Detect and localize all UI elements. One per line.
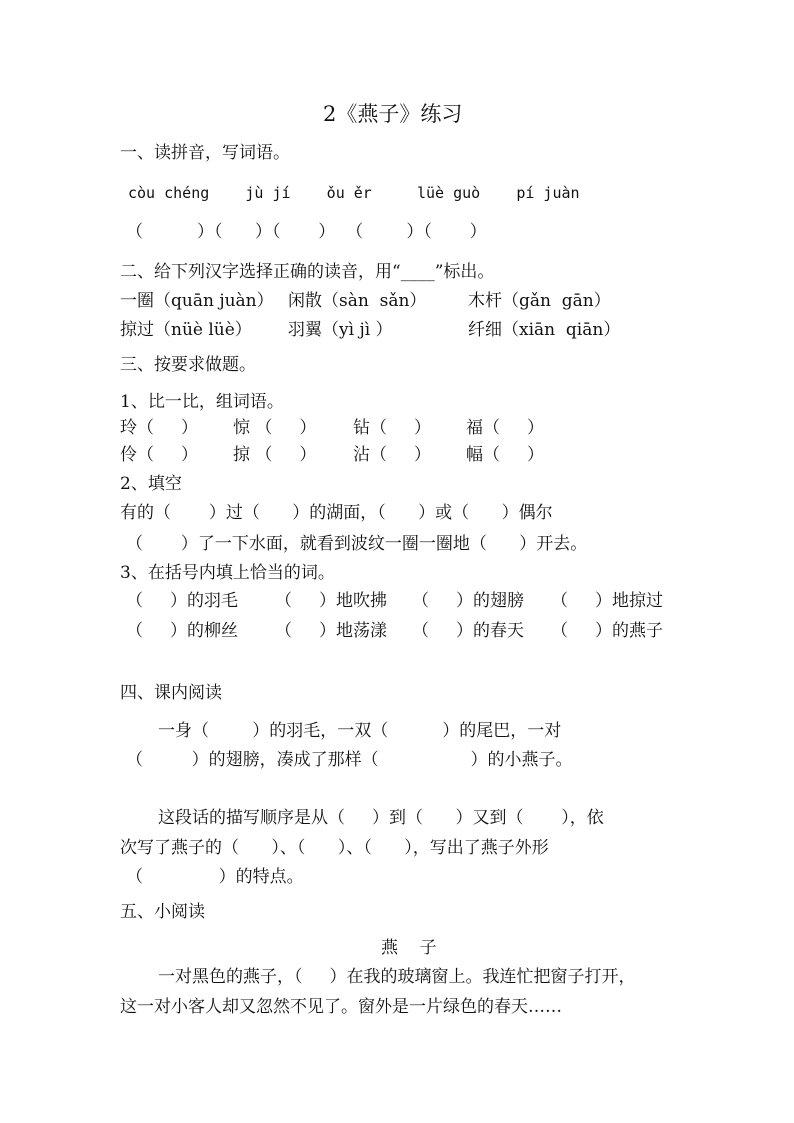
fill-line: （ ）了一下水面，就看到波纹一圈一圈地（ ）开去。 bbox=[126, 534, 588, 554]
phrase-blank: （ ）的柳丝 bbox=[126, 621, 239, 641]
section-3-heading: 三、按要求做题。 bbox=[120, 355, 256, 375]
section-5-heading: 五、小阅读 bbox=[120, 902, 205, 922]
pronunciation-item: 掠过（nüè lüè） bbox=[120, 320, 252, 340]
passage-line: 一对黑色的燕子，（ ）在我的玻璃窗上。我连忙把窗子打开， bbox=[158, 967, 636, 987]
pinyin-line: còu chéng jù jí ǒu ěr lüè guò pí juàn bbox=[128, 184, 580, 202]
reading-line: 次写了燕子的（ ）、（ ）、（ ），写出了燕子外形 bbox=[120, 838, 549, 858]
reading-line: （ ）的翅膀，凑成了那样（ ）的小燕子。 bbox=[126, 750, 573, 770]
word-pair: 沾（ ） bbox=[353, 445, 432, 465]
question-3: 3、在括号内填上恰当的词。 bbox=[120, 563, 335, 583]
phrase-blank: （ ）的燕子 bbox=[551, 621, 664, 641]
word-pair: 钻（ ） bbox=[353, 418, 432, 438]
pronunciation-item: 纤细（xiān qiān） bbox=[468, 320, 621, 340]
passage-title: 燕 子 bbox=[381, 938, 437, 958]
pronunciation-item: 木杆（gǎn gān） bbox=[468, 291, 611, 311]
phrase-blank: （ ）地荡漾 bbox=[275, 621, 388, 641]
pronunciation-item: 闲散（sàn sǎn） bbox=[288, 291, 427, 311]
fill-line: 有的（ ）过（ ）的湖面，（ ）或（ ）偶尔 bbox=[120, 503, 553, 523]
section-2-heading: 二、给下列汉字选择正确的读音，用“____”标出。 bbox=[120, 262, 495, 282]
pronunciation-item: 羽翼（yì jì ） bbox=[288, 320, 393, 340]
question-1: 1、比一比，组词语。 bbox=[120, 392, 284, 412]
question-2: 2、填空 bbox=[120, 474, 182, 494]
word-pair: 惊 （ ） bbox=[233, 418, 317, 438]
phrase-blank: （ ）地掠过 bbox=[551, 591, 664, 611]
phrase-blank: （ ）的翅膀 bbox=[412, 591, 525, 611]
section-4-heading: 四、课内阅读 bbox=[120, 683, 222, 703]
pronunciation-item: 一圈（quān juàn） bbox=[120, 291, 274, 311]
word-pair: 掠 （ ） bbox=[233, 445, 317, 465]
passage-line: 这一对小客人却又忽然不见了。窗外是一片绿色的春天…… bbox=[120, 997, 562, 1017]
phrase-blank: （ ）地吹拂 bbox=[275, 591, 388, 611]
word-pair: 玲（ ） bbox=[120, 418, 199, 438]
section-1-heading: 一、读拼音，写词语。 bbox=[120, 143, 290, 163]
word-pair: 伶（ ） bbox=[120, 445, 199, 465]
reading-line: 一身（ ）的羽毛，一双（ ）的尾巴，一对 bbox=[158, 721, 562, 741]
word-pair: 幅（ ） bbox=[466, 445, 545, 465]
phrase-blank: （ ）的羽毛 bbox=[126, 591, 239, 611]
answer-blanks: （ ）（ ）（ ） （ ）（ ） bbox=[126, 222, 487, 242]
reading-line: 这段话的描写顺序是从（ ）到（ ）又到（ ），依 bbox=[158, 808, 604, 828]
reading-line: （ ）的特点。 bbox=[126, 867, 304, 887]
word-pair: 福（ ） bbox=[466, 418, 545, 438]
phrase-blank: （ ）的春天 bbox=[412, 621, 525, 641]
page-title: 2《燕子》练习 bbox=[323, 102, 463, 126]
